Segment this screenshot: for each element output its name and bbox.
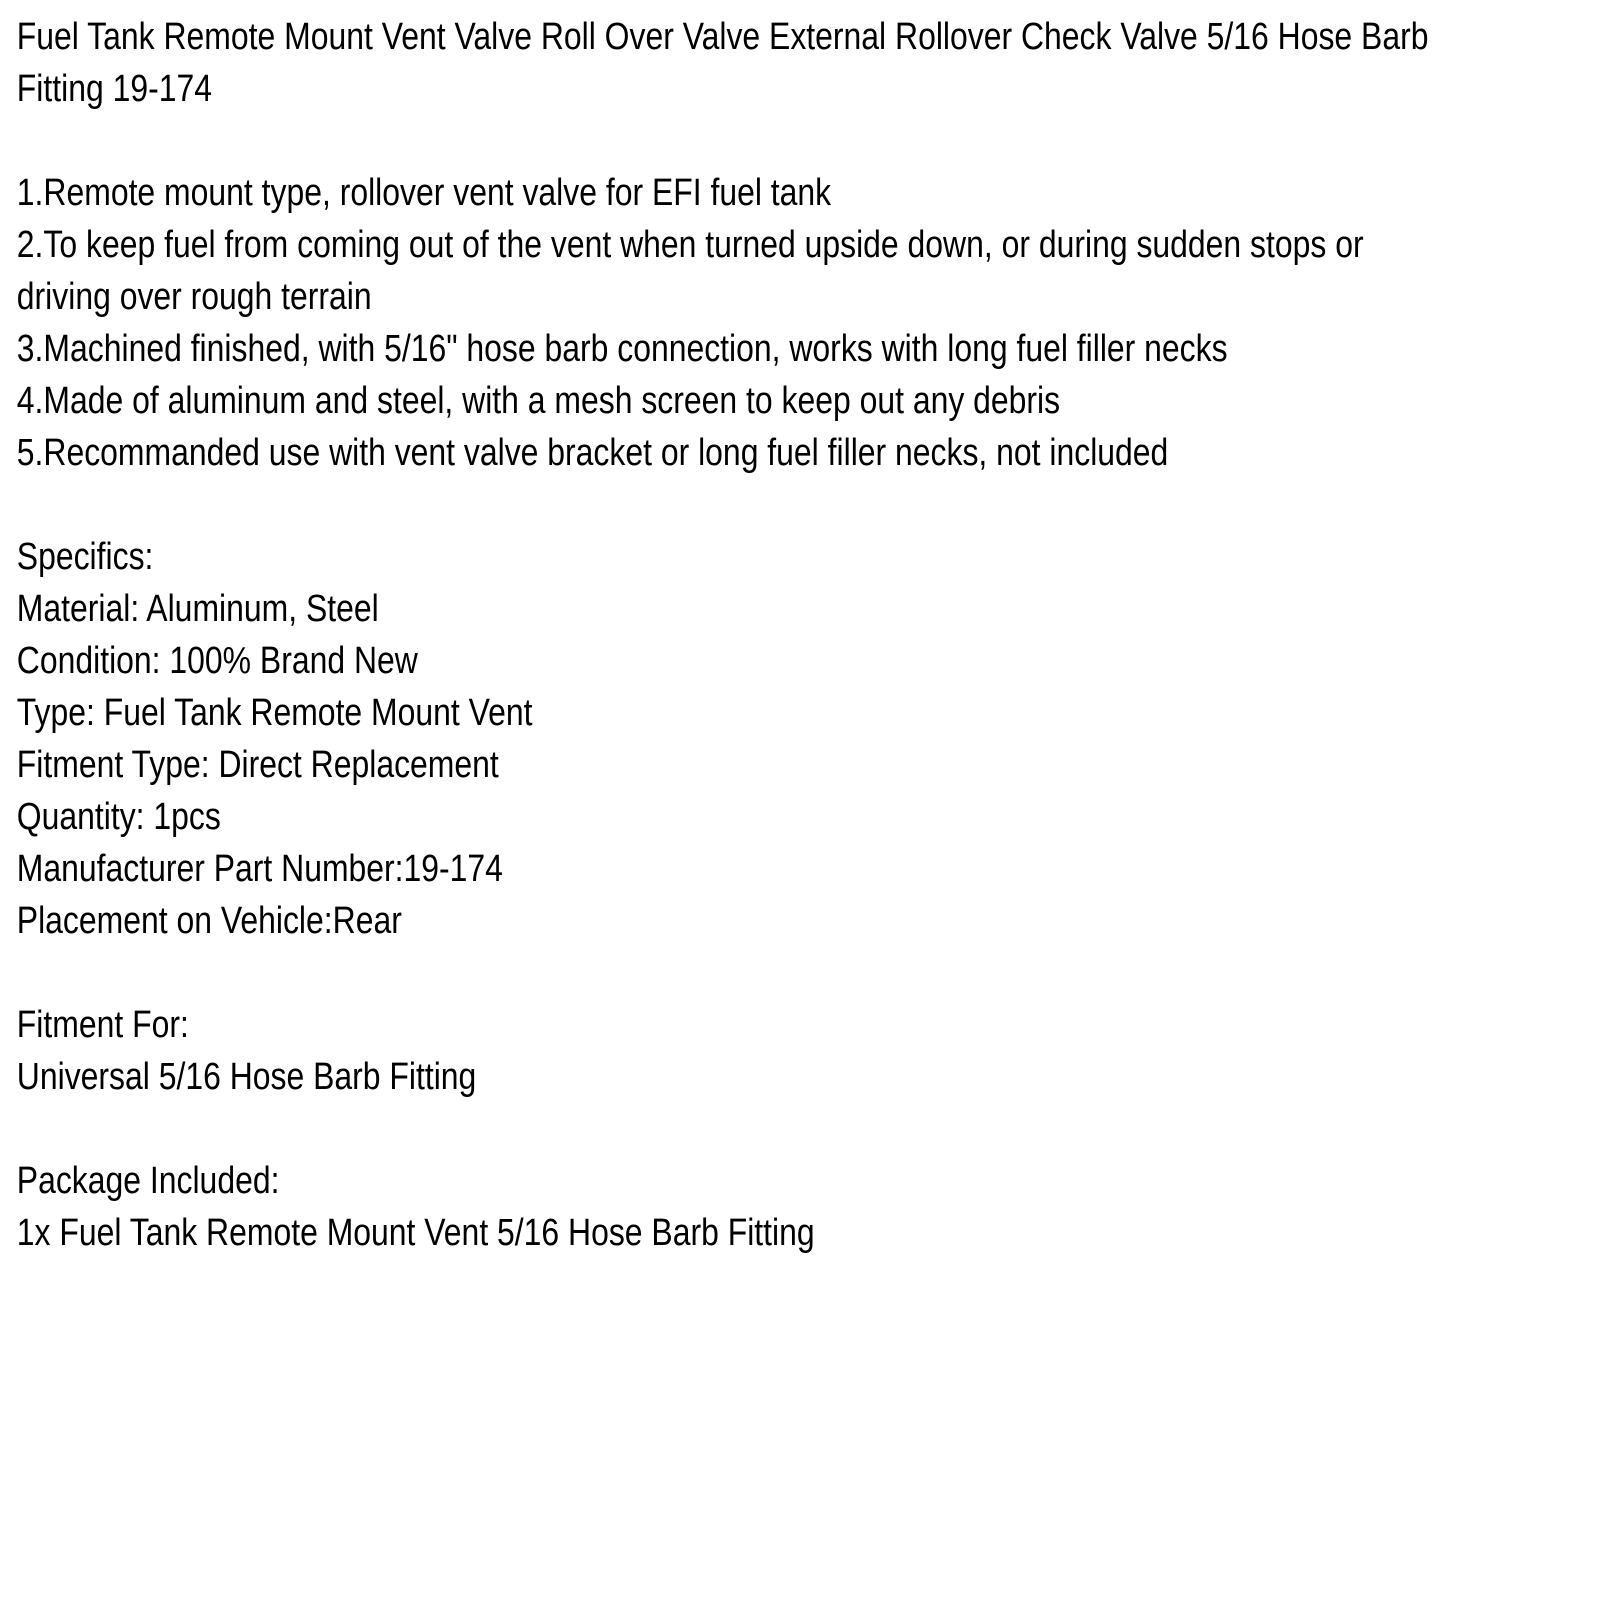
specifics-line: Condition: 100% Brand New — [16, 640, 418, 682]
fitment-for-line: Universal 5/16 Hose Barb Fitting — [16, 1056, 477, 1098]
specifics-line: Placement on Vehicle:Rear — [16, 900, 402, 942]
specifics-line: Manufacturer Part Number:19-174 — [16, 848, 503, 890]
specifics-line: Quantity: 1pcs — [16, 796, 221, 838]
features-line: 1.Remote mount type, rollover vent valve for EFI fuel tank — [16, 172, 832, 214]
title-line: Fuel Tank Remote Mount Vent Valve Roll Over Valve External Rollover Check Valve 5/16 Hose Barb — [16, 16, 1429, 58]
features-line: 4.Made of aluminum and steel, with a mesh screen to keep out any debris — [16, 380, 1061, 422]
title-line: Fitting 19-174 — [16, 68, 212, 110]
section-package-included — [17, 1155, 1344, 1259]
section-fitment-for — [17, 999, 1344, 1103]
features-line: driving over rough terrain — [16, 276, 372, 318]
specifics-line: Material: Aluminum, Steel — [16, 588, 379, 630]
package-included-line: Package Included: — [16, 1160, 280, 1202]
specifics-line: Type: Fuel Tank Remote Mount Vent — [16, 692, 533, 734]
specifics-line: Specifics: — [16, 536, 154, 578]
features-line: 2.To keep fuel from coming out of the vent when turned upside down, or during sudden stops or — [16, 224, 1364, 266]
specifics-line: Fitment Type: Direct Replacement — [16, 744, 499, 786]
features-line: 5.Recommanded use with vent valve bracket or long fuel filler necks, not included — [16, 432, 1169, 474]
section-specifics — [17, 531, 1344, 947]
package-included-line: 1x Fuel Tank Remote Mount Vent 5/16 Hose Barb Fitting — [16, 1212, 815, 1254]
section-features — [16, 167, 1364, 479]
section-title — [16, 11, 1429, 115]
fitment-for-line: Fitment For: — [16, 1004, 189, 1046]
features-line: 3.Machined finished, with 5/16" hose barb connection, works with long fuel filler necks — [16, 328, 1228, 370]
